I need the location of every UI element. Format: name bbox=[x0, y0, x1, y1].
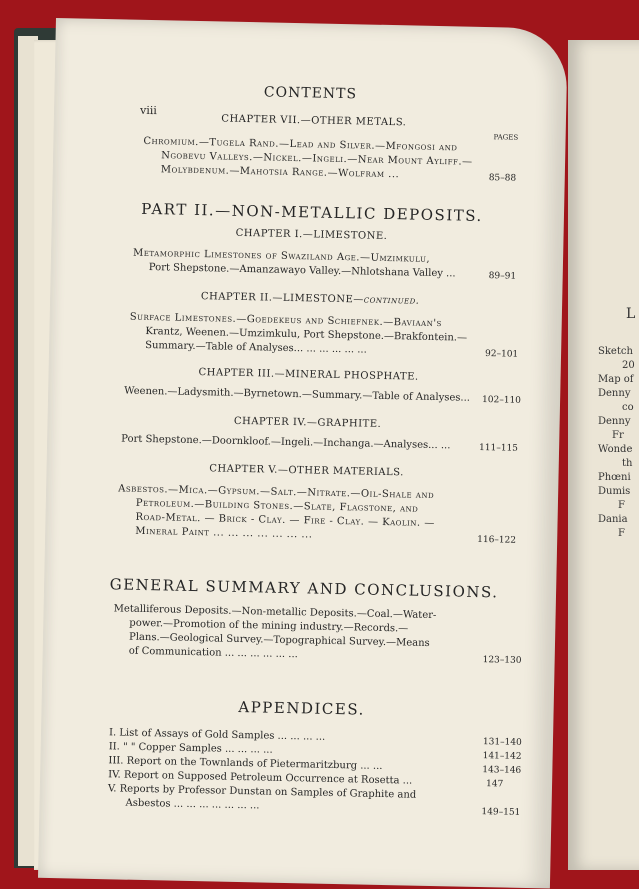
toc-line: Chromium.—Tugela Rand.—Lead and Silver.—Mfongosi and bbox=[143, 135, 458, 154]
chapter-heading: CHAPTER VII.—OTHER METALS. bbox=[221, 113, 407, 129]
summary-title: GENERAL SUMMARY AND CONCLUSIONS. bbox=[109, 575, 499, 602]
facing-text: Dania bbox=[598, 514, 628, 525]
facing-text: L bbox=[626, 306, 636, 322]
page-range: 116–122 bbox=[477, 534, 517, 546]
chapter-heading: CHAPTER V.—OTHER MATERIALS. bbox=[209, 463, 404, 479]
facing-text: Wonde bbox=[598, 444, 633, 455]
appendix-line: IV. Report on Supposed Petroleum Occurrence at Rosetta ... bbox=[108, 769, 413, 787]
chapter-heading bbox=[110, 289, 510, 308]
part-title: PART II.—NON-METALLIC DEPOSITS. bbox=[141, 199, 483, 225]
toc-line: Port Shepstone.—Amanzawayo Valley.—Nhlotshana Valley ... bbox=[148, 261, 456, 280]
page-range: 89–91 bbox=[488, 271, 517, 282]
toc-line: of Communication ... ... ... ... ... ... bbox=[128, 645, 298, 661]
page-range: 147 bbox=[485, 779, 504, 790]
toc-line: Surface Limestones.—Goedekeus and Schiefnek.—Baviaan's bbox=[129, 311, 442, 330]
facing-text: Denny bbox=[598, 416, 631, 427]
facing-text: Denny bbox=[598, 388, 631, 399]
book-page bbox=[38, 18, 568, 889]
toc-line: Asbestos.—Mica.—Gypsum.—Salt.—Nitrate.—Oil-Shale and bbox=[118, 483, 435, 502]
appendix-line: Asbestos ... ... ... ... ... ... ... bbox=[125, 797, 260, 812]
appendix-line: I. List of Assays of Gold Samples ... ... ... ... bbox=[108, 727, 326, 743]
toc-line: Summary.—Table of Analyses... ... ... ... ... ... bbox=[145, 339, 367, 356]
toc-line: Krantz, Weenen.—Umzimkulu, Port Shepstone.—Brakfontein.— bbox=[145, 325, 468, 344]
toc-line: Road-Metal. — Brick - Clay. — Fire - Clay. — Kaolin. — bbox=[135, 511, 435, 530]
page-range: 141–142 bbox=[482, 751, 522, 762]
page-range: 92–101 bbox=[484, 349, 519, 360]
facing-text: Dumis bbox=[598, 486, 631, 497]
page-range: 111–115 bbox=[478, 442, 519, 454]
facing-text: 20 bbox=[622, 360, 635, 371]
chapter-heading: CHAPTER I.—LIMESTONE. bbox=[235, 227, 388, 242]
chapter-heading-italic: continued. bbox=[363, 294, 420, 307]
pages-label: PAGES bbox=[493, 133, 519, 142]
toc-line: Petroleum.—Building Stones.—Slate, Flagstone, and bbox=[135, 497, 419, 515]
facing-text: Map of bbox=[598, 374, 634, 385]
toc-line: Mineral Paint ... ... ... ... ... ... ... bbox=[135, 525, 313, 541]
page-range: 123–130 bbox=[482, 655, 522, 666]
chapter-heading: CHAPTER III.—MINERAL PHOSPHATE. bbox=[198, 367, 419, 383]
facing-text: co bbox=[622, 402, 634, 413]
facing-text: Sketch bbox=[598, 346, 633, 357]
appendix-line: III. Report on the Townlands of Pietermaritzburg ... ... bbox=[108, 755, 383, 773]
page-range: 143–146 bbox=[482, 765, 522, 776]
toc-line: Metamorphic Limestones of Swaziland Age.—Umzimkulu, bbox=[132, 247, 431, 265]
page-number: viii bbox=[139, 103, 157, 118]
facing-text: Phœni bbox=[598, 472, 631, 483]
toc-line: Ngobevu Valleys.—Nickel.—Ingeli.—Near Mount Ayliff.— bbox=[161, 150, 473, 168]
page-range: 131–140 bbox=[482, 737, 522, 748]
appendix-line: V. Reports by Professor Dunstan on Samples of Graphite and bbox=[107, 783, 417, 801]
page-range: 85–88 bbox=[488, 173, 517, 184]
facing-text: F bbox=[618, 528, 625, 539]
chapter-heading-text: CHAPTER II.—LIMESTONE— bbox=[200, 291, 364, 306]
page-range: 102–110 bbox=[481, 395, 522, 406]
appendix-line: II. " " Copper Samples ... ... ... ... bbox=[108, 741, 273, 756]
toc-line: Plans.—Geological Survey.—Topographical Survey.—Means bbox=[128, 631, 430, 649]
facing-page bbox=[568, 40, 639, 870]
chapter-heading: CHAPTER IV.—GRAPHITE. bbox=[233, 415, 382, 430]
appendices-title: APPENDICES. bbox=[238, 697, 366, 719]
toc-line: Port Shepstone.—Doornkloof.—Ingeli.—Inchanga.—Analyses... ... bbox=[121, 433, 451, 452]
toc-line: power.—Promotion of the mining industry.—Records.— bbox=[129, 617, 409, 635]
toc-line: Weenen.—Ladysmith.—Byrnetown.—Summary.—Table of Analyses... bbox=[124, 385, 471, 404]
page-range: 149–151 bbox=[481, 807, 521, 818]
facing-text: Fr bbox=[612, 430, 624, 441]
toc-line: Molybdenum.—Mahotsia Range.—Wolfram ... bbox=[160, 164, 400, 181]
toc-line: Metalliferous Deposits.—Non-metallic Deposits.—Coal.—Water- bbox=[113, 603, 437, 622]
facing-text: F bbox=[618, 500, 625, 511]
running-head: CONTENTS bbox=[263, 84, 358, 103]
facing-text: th bbox=[622, 458, 633, 469]
